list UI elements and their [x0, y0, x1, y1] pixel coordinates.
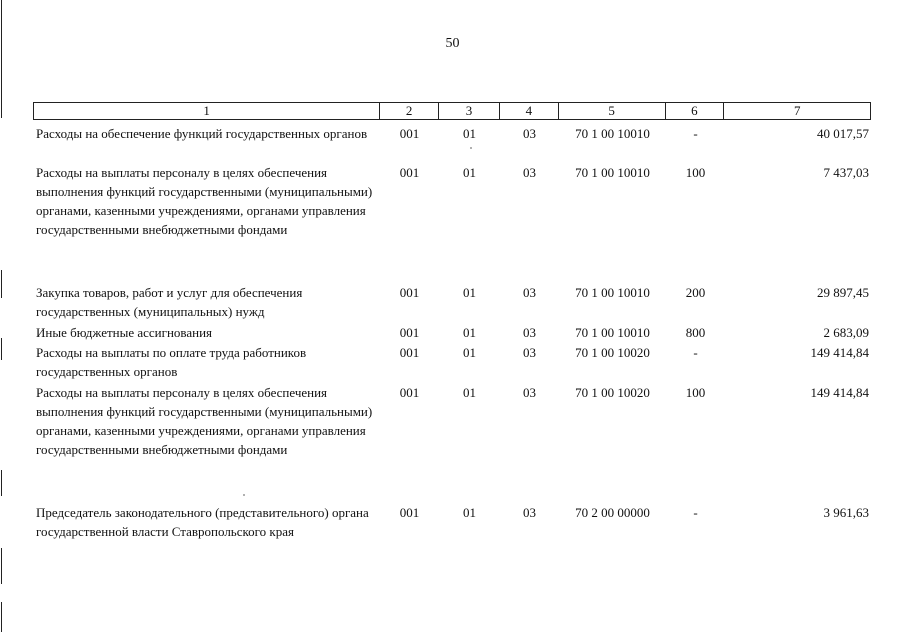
scan-edge-mark: [1, 270, 2, 298]
row-amount: 2 683,09: [823, 325, 869, 340]
row-section-code: 01: [463, 385, 476, 400]
row-expense-type: -: [693, 126, 698, 141]
scan-edge-mark: [1, 602, 2, 632]
row-target-article: 70 1 00 10010: [575, 285, 650, 300]
row-ministry-code: 001: [399, 285, 420, 300]
row-ministry-code: 001: [399, 385, 420, 400]
row-section-code: 01: [463, 325, 476, 340]
row-name: Расходы на обеспечение функций государственных органов: [36, 126, 368, 141]
header-cell: 6: [666, 103, 725, 119]
row-subsection-code: 03: [523, 385, 536, 400]
row-target-article: 70 1 00 10010: [575, 126, 650, 141]
header-cell: 7: [793, 103, 801, 118]
row-target-article: 70 1 00 10010: [575, 325, 650, 340]
table-header-row: [33, 102, 871, 120]
row-expense-type: 100: [685, 385, 706, 400]
row-section-code: 01: [463, 285, 476, 300]
row-expense-type: 800: [685, 325, 706, 340]
row-amount: 7 437,03: [823, 165, 869, 180]
row-subsection-code: 03: [523, 165, 536, 180]
row-amount: 40 017,57: [817, 126, 869, 141]
row-target-article: 70 1 00 10020: [575, 385, 650, 400]
row-expense-type: -: [693, 505, 698, 520]
row-name: Председатель законодательного (представительного) органа государственной власти Ставропольского края: [36, 505, 369, 539]
row-name: Расходы на выплаты персоналу в целях обеспечения выполнения функций государственными (муниципальными) органами, казенными учреждениями, органами управления государственными внебюджетными фондами: [36, 385, 373, 457]
scan-edge-mark: [1, 548, 2, 584]
row-ministry-code: 001: [399, 345, 420, 360]
table-row: [33, 163, 871, 239]
row-target-article: 70 1 00 10020: [575, 345, 650, 360]
header-cell: 2: [380, 103, 439, 119]
scan-speck: [470, 147, 472, 149]
row-expense-type: 200: [685, 285, 706, 300]
row-ministry-code: 001: [399, 325, 420, 340]
table-row: [33, 503, 871, 541]
table-row: [33, 383, 871, 459]
row-name: Расходы на выплаты по оплате труда работников государственных органов: [36, 345, 307, 379]
page-number: 50: [445, 36, 460, 51]
row-name: Иные бюджетные ассигнования: [36, 325, 213, 340]
row-ministry-code: 001: [399, 505, 420, 520]
scan-edge-mark: [1, 0, 2, 118]
row-amount: 149 414,84: [810, 385, 869, 400]
row-section-code: 01: [463, 345, 476, 360]
row-ministry-code: 001: [399, 126, 420, 141]
row-section-code: 01: [463, 165, 476, 180]
row-subsection-code: 03: [523, 285, 536, 300]
header-cell: 4: [500, 103, 559, 119]
header-cell: 3: [439, 103, 500, 119]
scan-edge-mark: [1, 470, 2, 496]
row-amount: 3 961,63: [823, 505, 869, 520]
row-target-article: 70 1 00 10010: [575, 165, 650, 180]
row-section-code: 01: [463, 505, 476, 520]
header-cell: 5: [559, 103, 666, 119]
row-section-code: 01: [463, 126, 476, 141]
table-row: [33, 283, 871, 321]
row-name: Расходы на выплаты персоналу в целях обеспечения выполнения функций государственными (муниципальными) органами, казенными учреждениями, органами управления государственными внебюджетными фондами: [36, 165, 373, 237]
row-expense-type: -: [693, 345, 698, 360]
scan-edge-mark: [1, 338, 2, 360]
row-name: Закупка товаров, работ и услуг для обеспечения государственных (муниципальных) нужд: [36, 285, 303, 319]
row-subsection-code: 03: [523, 126, 536, 141]
row-target-article: 70 2 00 00000: [575, 505, 650, 520]
table-row: [33, 343, 871, 381]
table-row: [33, 323, 871, 342]
row-amount: 149 414,84: [810, 345, 869, 360]
header-cell: 1: [34, 103, 380, 119]
row-subsection-code: 03: [523, 505, 536, 520]
row-subsection-code: 03: [523, 345, 536, 360]
table-row: [33, 124, 871, 143]
row-amount: 29 897,45: [817, 285, 869, 300]
row-ministry-code: 001: [399, 165, 420, 180]
row-expense-type: 100: [685, 165, 706, 180]
scan-speck: [243, 494, 245, 496]
row-subsection-code: 03: [523, 325, 536, 340]
